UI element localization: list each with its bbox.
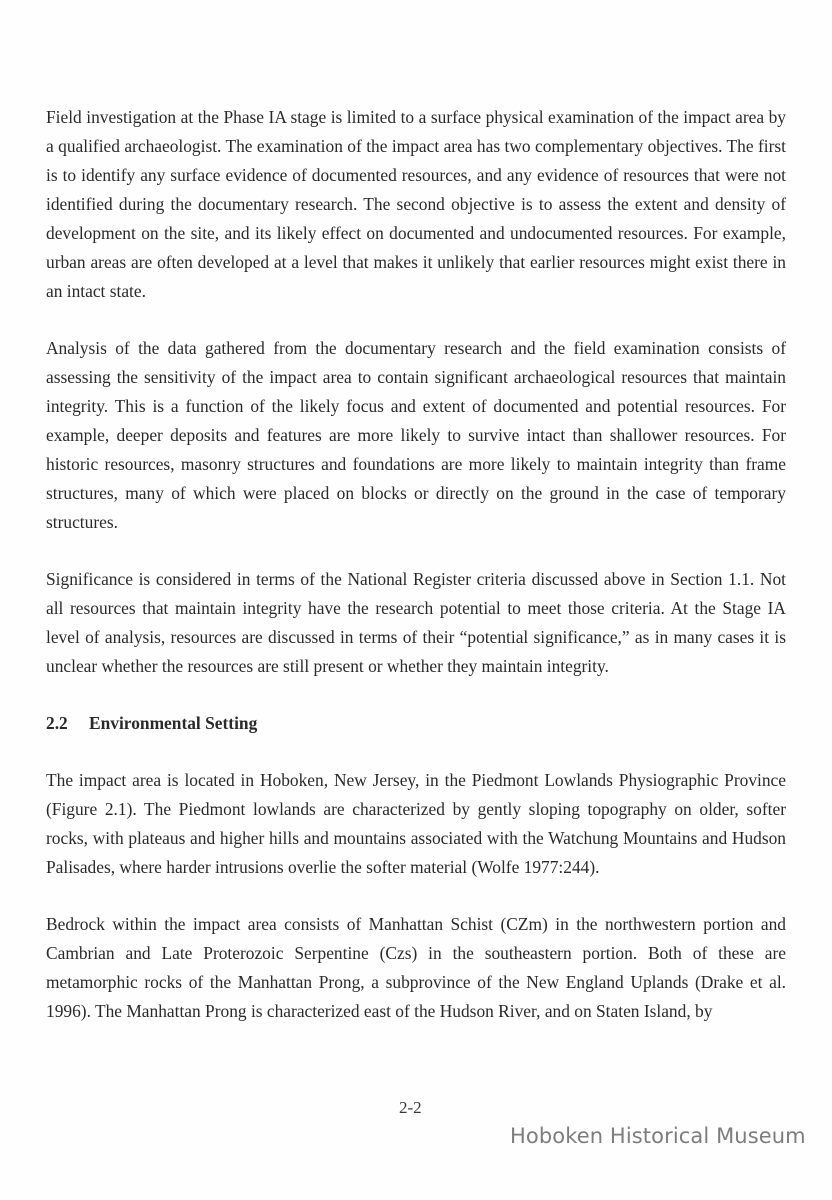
page-number: 2-2 bbox=[399, 1098, 422, 1117]
watermark: Hoboken Historical Museum bbox=[510, 1124, 806, 1148]
section-heading bbox=[46, 709, 786, 738]
paragraph-field-investigation: Field investigation at the Phase IA stage is limited to a surface physical examination of the impact area by a qualified archaeologist. The examination of the impact area has two complementary objectives. The first is to identify any surface evidence of documented resources, and any evidence of resources that were not identified during the documentary research. The second objective is to assess the extent and density of development on the site, and its likely effect on documented and undocumented resources. For example, urban areas are often developed at a level that makes it unlikely that earlier resources might exist there in an intact state. bbox=[46, 107, 786, 301]
paragraph-impact-area-location: The impact area is located in Hoboken, New Jersey, in the Piedmont Lowlands Physiographic Province (Figure 2.1). The Piedmont lowlands are characterized by gently sloping topography on older, softer rocks, with plateaus and higher hills and mountains associated with the Watchung Mountains and Hudson Palisades, where harder intrusions overlie the softer material (Wolfe 1977:244). bbox=[46, 770, 786, 877]
document-page bbox=[46, 103, 786, 1054]
paragraph-bedrock: Bedrock within the impact area consists of Manhattan Schist (CZm) in the northwestern portion and Cambrian and Late Proterozoic Serpentine (Czs) in the southeastern portion. Both of these are metamorphic rocks of the Manhattan Prong, a subprovince of the New England Uplands (Drake et al. 1996). The Manhattan Prong is characterized east of the Hudson River, and on Staten Island, by bbox=[46, 914, 786, 1021]
paragraph-significance: Significance is considered in terms of the National Register criteria discussed above in Section 1.1. Not all resources that maintain integrity have the research potential to meet those criteria. At the Stage IA level of analysis, resources are discussed in terms of their “potential significance,” as in many cases it is unclear whether the resources are still present or whether they maintain integrity. bbox=[46, 569, 786, 676]
section-number: 2.2 bbox=[46, 713, 68, 733]
section-title: Environmental Setting bbox=[89, 713, 258, 733]
paragraph-analysis: Analysis of the data gathered from the documentary research and the field examination consists of assessing the sensitivity of the impact area to contain significant archaeological resources that maintain integrity. This is a function of the likely focus and extent of documented and potential resources. For example, deeper deposits and features are more likely to survive intact than shallower resources. For historic resources, masonry structures and foundations are more likely to maintain integrity than frame structures, many of which were placed on blocks or directly on the ground in the case of temporary structures. bbox=[46, 338, 786, 532]
